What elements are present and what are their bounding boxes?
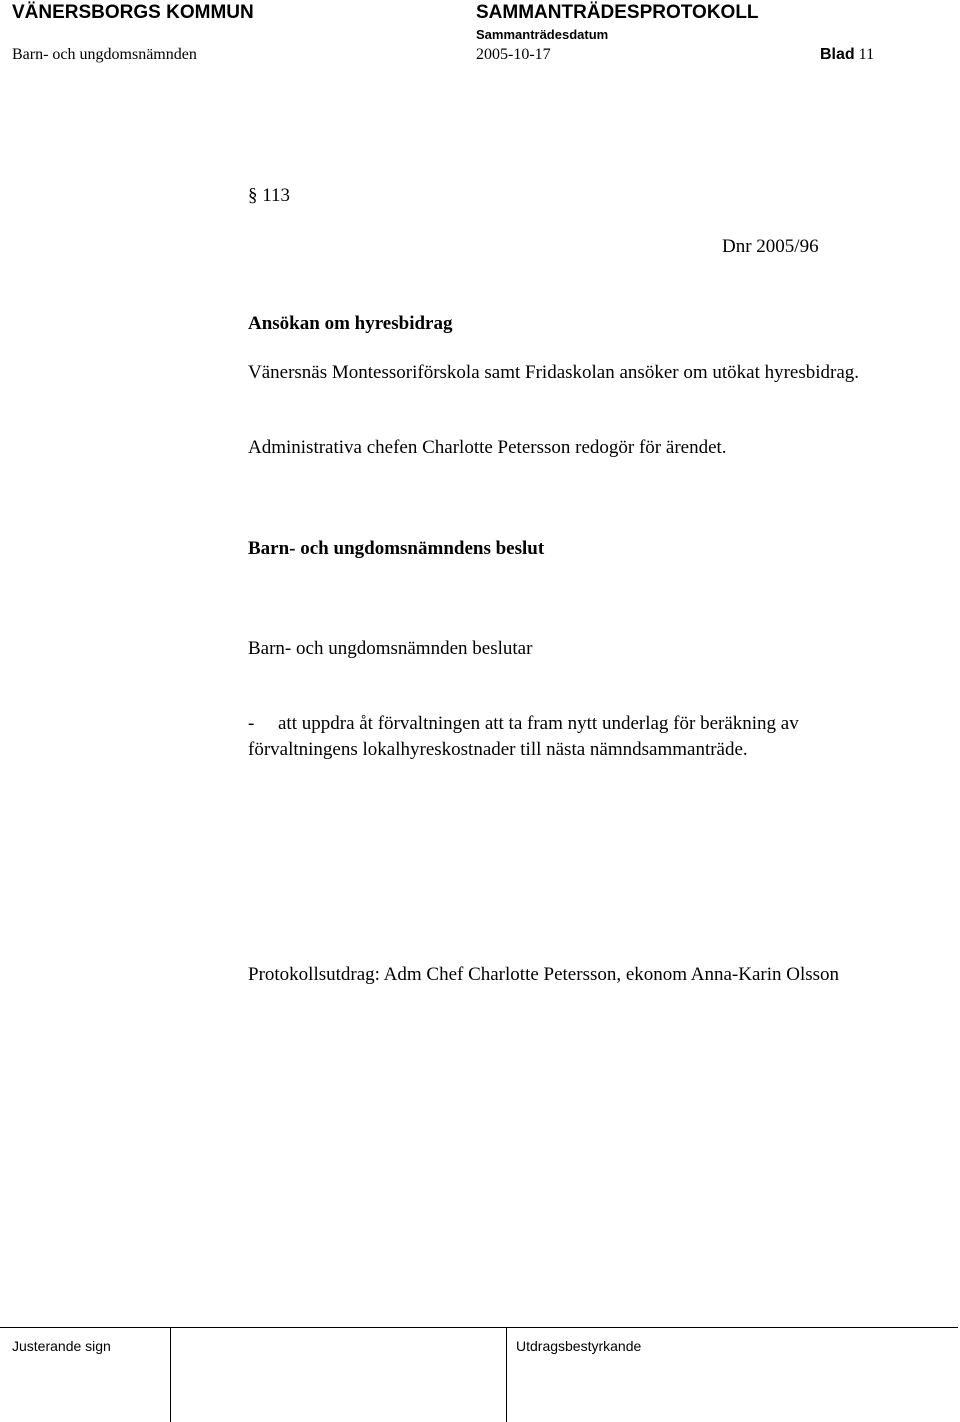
case-description: Vänersnäs Montessoriförskola samt Fridaskolan ansöker om utökat hyresbidrag. bbox=[248, 362, 860, 383]
municipality-name: VÄNERSBORGS KOMMUN bbox=[12, 2, 254, 23]
meeting-date: 2005-10-17 bbox=[476, 46, 551, 63]
registration-number: Dnr 2005/96 bbox=[722, 236, 819, 257]
adjuster-signature-label: Justerande sign bbox=[12, 1338, 111, 1354]
signature-footer bbox=[0, 1327, 958, 1422]
committee-name: Barn- och ungdomsnämnden bbox=[12, 46, 197, 63]
decision-intro: Barn- och ungdomsnämnden beslutar bbox=[248, 638, 533, 659]
paragraph-number: § 113 bbox=[248, 185, 291, 206]
extract-certification-label: Utdragsbestyrkande bbox=[516, 1338, 642, 1354]
decision-dash: - bbox=[248, 713, 255, 734]
case-report: Administrativa chefen Charlotte Petersson redogör för ärendet. bbox=[248, 437, 727, 458]
case-title: Ansökan om hyresbidrag bbox=[248, 313, 453, 334]
footer-divider bbox=[170, 1328, 171, 1422]
decision-heading: Barn- och ungdomsnämndens beslut bbox=[248, 538, 545, 559]
protocol-extract: Protokollsutdrag: Adm Chef Charlotte Petersson, ekonom Anna-Karin Olsson bbox=[248, 964, 840, 985]
sheet-label: Blad bbox=[820, 46, 855, 63]
sheet-value: 11 bbox=[858, 46, 875, 63]
footer-divider bbox=[506, 1328, 507, 1422]
decision-item-text: att uppdra åt förvaltningen att ta fram nytt underlag för beräkning av förvaltningens lokalhyreskostnader till nästa nämndsammanträde. bbox=[248, 713, 799, 760]
meeting-date-label: Sammanträdesdatum bbox=[476, 27, 609, 42]
document-type: SAMMANTRÄDESPROTOKOLL bbox=[476, 2, 759, 23]
decision-item bbox=[248, 711, 908, 763]
sheet-number bbox=[820, 46, 874, 64]
